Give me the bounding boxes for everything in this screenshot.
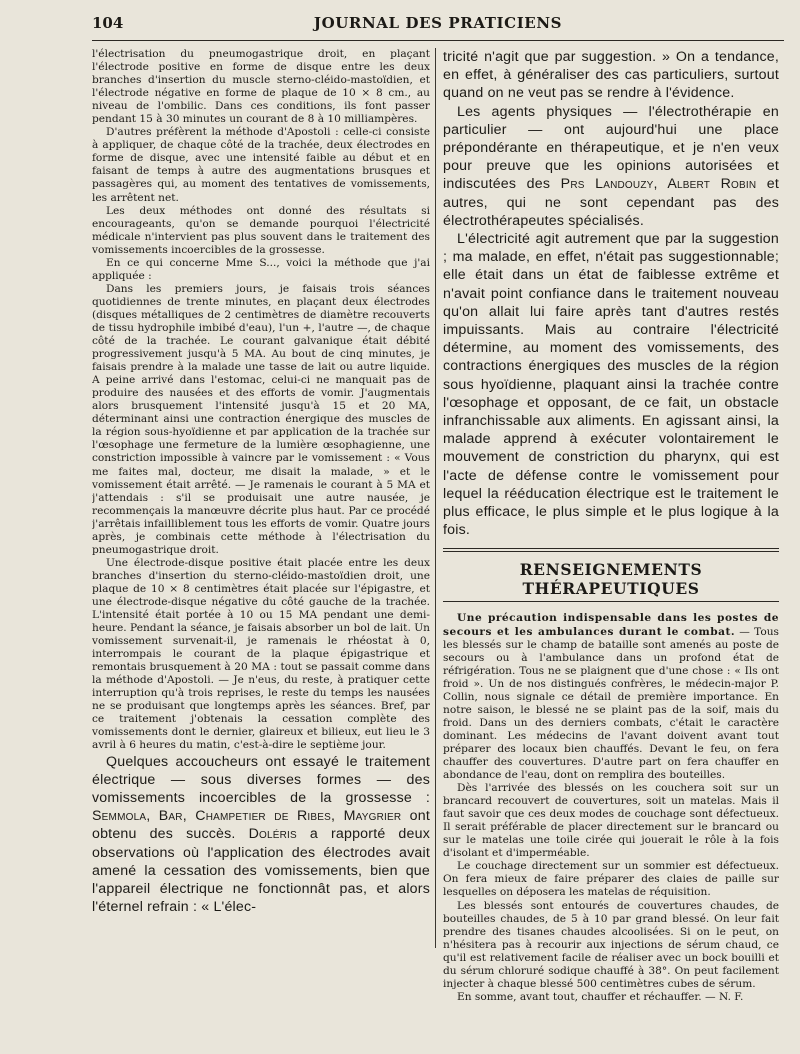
author-name: Doléris: [248, 826, 297, 843]
page-number: 104: [92, 14, 124, 32]
paragraph: l'électrisation du pneumogastrique droit, en plaçant l'électrode positive en forme de disque entre les deux branches d'insertion du muscle sterno-cléido-mastoïdien, et l'électrode négative en forme de plaque de 10 × 8 cm., au niveau de l'ombilic. Dans ces conditions, ils font passer pendant 15 à 30 minutes un courant de 8 à 10 milliampères.: [92, 48, 430, 126]
paragraph-large: tricité n'agit que par suggestion. » On a tendance, en effet, à généraliser des cas particuliers, surtout quand on ne veut pas se rendre à l'évidence.: [443, 49, 779, 102]
author-names: Semmola, Bar, Champetier de Ribes, Maygrier: [92, 808, 402, 825]
paragraph-large: [443, 103, 779, 230]
paragraph: [443, 612, 779, 782]
text-run: a rapporté deux observations où l'application des électrodes avait amené la cessation des vomissements, bien que l'appareil électrique ne fonctionnât pas, et alors l'éternel refrain : « L'élec-: [92, 826, 430, 916]
column-divider: [435, 48, 436, 948]
section-title: RENSEIGNEMENTS THÉRAPEUTIQUES: [519, 560, 703, 599]
author-names: Prs Landouzy, Albert Robin: [560, 176, 757, 193]
journal-title: JOURNAL DES PRATICIENS: [313, 14, 563, 32]
page-header: [92, 10, 784, 34]
text-run: Les agents physiques — l'électrothérapie en particulier — ont aujourd'hui une place prépondérante en thérapeutique, et je n'en veux pour preuve que les opinions autorisées et indiscutées des: [443, 103, 779, 193]
paragraph: D'autres préfèrent la méthode d'Apostoli : celle-ci consiste à appliquer, de chaque côté de la trachée, deux électrodes en forme de disque, avec une intensité faible au début et en faisant de temps à autre des augmentations brusques et passagères qui, au moment des tentatives de vomissements, les arrêtent net.: [92, 126, 430, 204]
article-lead: Une précaution indispensable dans les postes de secours et les ambulances durant le combat.: [443, 612, 779, 638]
paragraph-large: L'électricité agit autrement que par la suggestion ; ma malade, en effet, n'était pas suggestionnable; elle était dans un état de faiblesse extrême et n'avait point confiance dans le traitement nouveau qu'on allait lui faire après tant d'autres restés impuissants. Mais au contraire l'électricité détermine, au moment des vomissements, des contractions énergiques des muscles de la région sous hyoïdienne, plaquant ainsi la trachée contre l'œsophage et opposant, de ce fait, un obstacle infranchissable aux aliments. En agissant ainsi, la malade apprend à exécuter volontairement le mouvement de constriction du pharynx, qui est l'acte de défense contre le vomissement pour lequel la rééducation électrique est le traitement le plus efficace, le plus simple et le plus logique à la fois.: [443, 231, 779, 539]
text-run: — Tous les blessés sur le champ de bataille sont amenés au poste de secours ou à l'ambulance dans un profond état de réfrigération. Tous ne se plaignent que d'une chose : « Ils ont froid ». Un de nos distingués confrères, le médecin-major P. Collin, nous signale ce détail de première importance. En notre saison, le blessé ne se plaint pas de la soif, mais du froid. Dans un des derniers combats, c'était le caractère dominant. Les médecins de l'avant doivent avant tout préparer des locaux bien chauffés. Devant le feu, on fera chauffer des couvertures. D'autre part on fera chauffer en abondance de l'eau, dont on remplira des bouteilles.: [443, 625, 779, 782]
paragraph: En ce qui concerne Mme S..., voici la méthode que j'ai appliquée :: [92, 256, 430, 282]
text-run: ont obtenu des succès.: [92, 808, 430, 843]
paragraph: Les deux méthodes ont donné des résultats si encourageants, qu'on se demande pourquoi l'électricité médicale n'intervient pas plus souvent dans le traitement des vomissements incoercibles de la grossesse.: [92, 204, 430, 256]
paragraph-signature: En somme, avant tout, chauffer et réchauffer. — N. F.: [457, 990, 744, 1003]
text-run: et autres, qui ne sont cependant pas des électrothérapeutes spécialisés.: [443, 176, 779, 229]
paragraph: Les blessés sont entourés de couvertures chaudes, de bouteilles chaudes, de 5 à 10 par grand blessé. On leur fait prendre des tisanes chaudes alcoolisées. Si on le peut, on n'hésitera pas à recourir aux injections de sérum chaud, ce qu'il est relativement facile de réaliser avec un bock bouilli et du sérum chloruré sodique chauffé à 38°. On peut facilement injecter à chaque blessé 500 centimètres cubes de sérum.: [443, 899, 779, 990]
text-run: Quelques accoucheurs ont essayé le traitement électrique — sous diverses formes — des vomissements incoercibles de la grossesse :: [92, 753, 430, 806]
left-column: [92, 48, 430, 1048]
section-rule: [443, 601, 779, 602]
paragraph: Dans les premiers jours, je faisais trois séances quotidiennes de trente minutes, en plaçant deux électrodes (disques métalliques de 2 centimètres de diamètre recouverts de tissu hydrophile imbibé d'eau), l'un +, l'autre —, de chaque côté de la trachée. Le courant galvanique était débité progressivement jusqu'à 5 MA. Au bout de cinq minutes, je faisais prendre à la malade une tasse de lait ou autre liquide. A peine arrivé dans l'estomac, celui-ci ne manquait pas de produire des nausées et des efforts de vomir. J'augmentais alors brusquement l'intensité jusqu'à 15 et 20 MA, déterminant ainsi une contraction énergique des muscles de la région sous-hyoïdienne et par application de la trachée sur l'œsophage une fermeture de la lumière œsophagienne, une constriction impossible à vaincre par le vomissement : « Vous me faites mal, docteur, me disait la malade, » et le vomissement était arrêté. — Je ramenais le courant à 5 MA et j'attendais : s'il se produisait une autre nausée, je recommençais la manœuvre décrite plus haut. Par ce procédé j'arrêtais infailliblement tous les efforts de vomir. Quatre jours après, je combinais cette méthode à l'électrisation du pneumogastrique droit.: [92, 282, 430, 556]
paragraph-large: [92, 753, 430, 917]
paragraph: Dès l'arrivée des blessés on les couchera soit sur un brancard recouvert de couvertures, soit un matelas. Mais il faut savoir que ces deux modes de couchage sont défectueux. Il serait préférable de placer directement sur le brancard ou sur le matelas une toile cirée qui jouerait le rôle à la fois d'isolant et d'imperméable.: [443, 782, 779, 860]
right-column: [443, 48, 779, 1048]
paragraph: Une électrode-disque positive était placée entre les deux branches d'insertion du sterno-cléido-mastoïdien droit, une plaque de 10 × 8 centimètres était placée sur l'épigastre, et une électrode-disque négative du côté gauche de la trachée. L'intensité était portée à 10 ou 15 MA pendant une demi-heure. Pendant la séance, je faisais absorber un bol de lait. Un vomissement survenait-il, je ramenais le rhéostat à 0, interrompais le courant de la plaque épigastrique et remontais brusquement à 20 MA : tout se passait comme dans la méthode d'Apostoli. — Je n'eus, du reste, à pratiquer cette interruption qu'à trois reprises, le reste du temps les nausées ne se produisant que longtemps après les séances. Bref, par ce traitement j'obtenais la cessation complète des vomissements dont le dernier, glaireux et bilieux, eut lieu le 3 avril à 6 heures du matin, c'est-à-dire le septième jour.: [92, 556, 430, 752]
paragraph: Le couchage directement sur un sommier est défectueux. On fera mieux de faire préparer des claies de paille sur lesquelles on déposera les matelas de réquisition.: [443, 860, 779, 899]
header-rule: [92, 40, 784, 41]
section-divider: [443, 548, 779, 552]
